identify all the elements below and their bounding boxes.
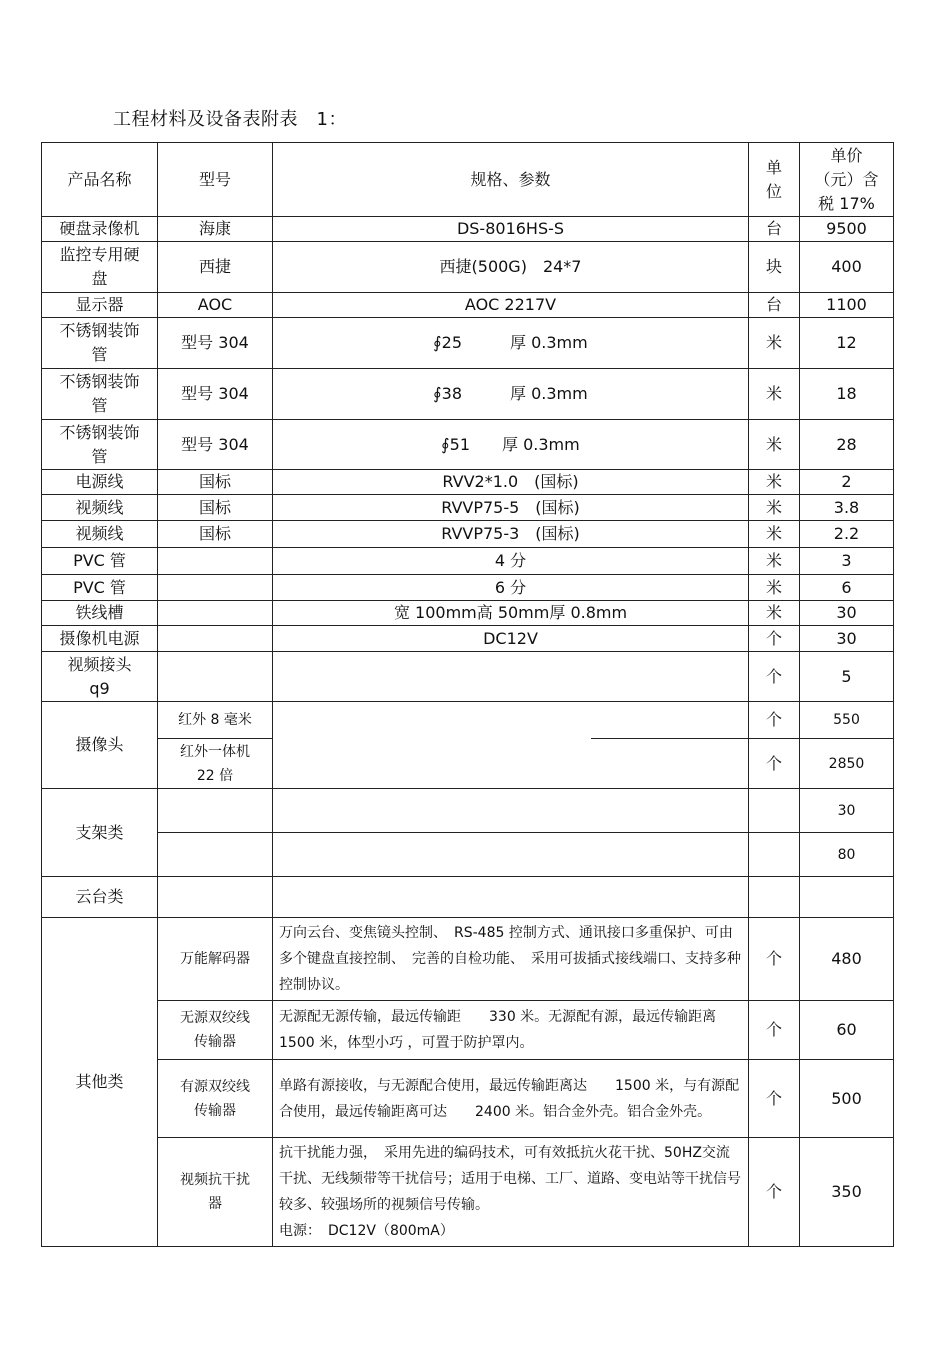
- other-model: 无源双绞线 传输器: [158, 1001, 273, 1060]
- header-spec: 规格、参数: [273, 143, 749, 217]
- ptz-category: 云台类: [42, 877, 158, 918]
- product-spec: ∮25 厚 0.3mm: [273, 318, 749, 369]
- product-price: 5: [800, 652, 894, 702]
- camera-unit: 个: [749, 702, 800, 739]
- other-model: 视频抗干扰 器: [158, 1138, 273, 1247]
- product-unit: 米: [749, 521, 800, 548]
- table-row: [42, 318, 894, 369]
- other-unit: 个: [749, 1138, 800, 1247]
- product-spec: 4 分: [273, 548, 749, 575]
- product-model: [158, 626, 273, 652]
- ptz-unit: [749, 877, 800, 918]
- other-model: 有源双绞线 传输器: [158, 1060, 273, 1138]
- other-price: 350: [800, 1138, 894, 1247]
- product-name: 硬盘录像机: [42, 217, 158, 242]
- product-spec: [273, 652, 749, 702]
- product-price: 3: [800, 548, 894, 575]
- product-name: 电源线: [42, 470, 158, 495]
- camera-price: 550: [800, 702, 894, 739]
- header-model: 型号: [158, 143, 273, 217]
- header-row: [42, 143, 894, 217]
- product-name: 视频接头 q9: [42, 652, 158, 702]
- product-model: AOC: [158, 293, 273, 318]
- product-price: 400: [800, 242, 894, 293]
- other-row-4: [42, 1138, 894, 1247]
- other-price: 500: [800, 1060, 894, 1138]
- table-row: [42, 652, 894, 702]
- product-model: 西捷: [158, 242, 273, 293]
- other-spec: 万向云台、变焦镜头控制、 RS-485 控制方式、通讯接口多重保护、可由多个键盘直接控制、 完善的自检功能、 采用可拔插式接线端口、支持多种控制协议。: [273, 918, 749, 1001]
- product-model: 型号 304: [158, 420, 273, 470]
- bracket-row-1: [42, 789, 894, 833]
- product-spec: AOC 2217V: [273, 293, 749, 318]
- table-row: [42, 548, 894, 575]
- other-row-3: [42, 1060, 894, 1138]
- product-price: 18: [800, 369, 894, 420]
- product-spec: 6 分: [273, 575, 749, 601]
- product-name: 视频线: [42, 521, 158, 548]
- bracket-unit: [749, 833, 800, 877]
- bracket-spec: [273, 789, 749, 833]
- product-name: 铁线槽: [42, 601, 158, 626]
- product-model: [158, 548, 273, 575]
- other-row-2: [42, 1001, 894, 1060]
- table-row: [42, 626, 894, 652]
- table-row: [42, 495, 894, 521]
- ptz-spec: [273, 877, 749, 918]
- table-row: [42, 369, 894, 420]
- bracket-price: 80: [800, 833, 894, 877]
- product-price: 2.2: [800, 521, 894, 548]
- product-model: [158, 652, 273, 702]
- product-unit: 米: [749, 420, 800, 470]
- page-title: 工程材料及设备表附表 1：: [113, 109, 347, 130]
- product-unit: 台: [749, 217, 800, 242]
- product-price: 3.8: [800, 495, 894, 521]
- product-unit: 米: [749, 369, 800, 420]
- product-spec: 西捷(500G) 24*7: [273, 242, 749, 293]
- bracket-category: 支架类: [42, 789, 158, 877]
- bracket-model: [158, 833, 273, 877]
- other-unit: 个: [749, 1001, 800, 1060]
- product-unit: 米: [749, 470, 800, 495]
- header-price: 单价 （元）含 税 17%: [800, 143, 894, 217]
- product-name: 不锈钢装饰 管: [42, 318, 158, 369]
- partial-divider-line: [591, 738, 748, 739]
- product-unit: 台: [749, 293, 800, 318]
- product-spec: RVVP75-5 (国标): [273, 495, 749, 521]
- product-price: 12: [800, 318, 894, 369]
- product-price: 6: [800, 575, 894, 601]
- other-price: 480: [800, 918, 894, 1001]
- product-price: 9500: [800, 217, 894, 242]
- table-row: [42, 575, 894, 601]
- other-spec: 抗干扰能力强， 采用先进的编码技术，可有效抵抗火花干扰、50HZ交流干扰、无线频带等干扰信号；适用于电梯、工厂、道路、变电站等干扰信号较多、较强场所的视频信号传输。 电源： DC12V（800mA）: [273, 1138, 749, 1247]
- other-model: 万能解码器: [158, 918, 273, 1001]
- table-row: [42, 601, 894, 626]
- product-unit: 个: [749, 626, 800, 652]
- other-unit: 个: [749, 1060, 800, 1138]
- product-name: 显示器: [42, 293, 158, 318]
- product-spec: ∮38 厚 0.3mm: [273, 369, 749, 420]
- table-row: [42, 420, 894, 470]
- camera-category: 摄像头: [42, 702, 158, 789]
- product-unit: 块: [749, 242, 800, 293]
- product-spec: DC12V: [273, 626, 749, 652]
- product-name: 不锈钢装饰 管: [42, 369, 158, 420]
- product-unit: 个: [749, 652, 800, 702]
- product-price: 2: [800, 470, 894, 495]
- product-price: 28: [800, 420, 894, 470]
- ptz-row: [42, 877, 894, 918]
- table-row: [42, 470, 894, 495]
- product-model: 国标: [158, 521, 273, 548]
- camera-price: 2850: [800, 739, 894, 789]
- product-price: 30: [800, 626, 894, 652]
- product-name: 摄像机电源: [42, 626, 158, 652]
- product-price: 1100: [800, 293, 894, 318]
- bracket-row-2: [42, 833, 894, 877]
- materials-table: [41, 142, 894, 1247]
- other-unit: 个: [749, 918, 800, 1001]
- table-row: [42, 293, 894, 318]
- camera-unit: 个: [749, 739, 800, 789]
- product-name: PVC 管: [42, 548, 158, 575]
- product-unit: 米: [749, 495, 800, 521]
- camera-spec-blank: [273, 702, 749, 789]
- other-row-1: [42, 918, 894, 1001]
- product-model: [158, 575, 273, 601]
- table-row: [42, 521, 894, 548]
- product-model: [158, 601, 273, 626]
- other-spec: 单路有源接收，与无源配合使用，最远传输距离达 1500 米，与有源配合使用，最远传输距离可达 2400 米。铝合金外壳。铝合金外壳。: [273, 1060, 749, 1138]
- header-unit: 单 位: [749, 143, 800, 217]
- product-name: PVC 管: [42, 575, 158, 601]
- product-name: 视频线: [42, 495, 158, 521]
- product-model: 国标: [158, 495, 273, 521]
- other-spec: 无源配无源传输，最远传输距 330 米。无源配有源，最远传输距离 1500 米，体型小巧 ，可置于防护罩内。: [273, 1001, 749, 1060]
- bracket-price: 30: [800, 789, 894, 833]
- product-unit: 米: [749, 575, 800, 601]
- table-row: [42, 242, 894, 293]
- product-unit: 米: [749, 318, 800, 369]
- other-price: 60: [800, 1001, 894, 1060]
- ptz-price: [800, 877, 894, 918]
- product-spec: RVVP75-3 (国标): [273, 521, 749, 548]
- bracket-spec: [273, 833, 749, 877]
- camera-row-1: [42, 702, 894, 739]
- table-row: [42, 217, 894, 242]
- product-name: 监控专用硬 盘: [42, 242, 158, 293]
- product-spec: RVV2*1.0 (国标): [273, 470, 749, 495]
- product-name: 不锈钢装饰 管: [42, 420, 158, 470]
- product-model: 型号 304: [158, 369, 273, 420]
- camera-model: 红外一体机 22 倍: [158, 739, 273, 789]
- product-unit: 米: [749, 548, 800, 575]
- product-spec: DS-8016HS-S: [273, 217, 749, 242]
- ptz-model: [158, 877, 273, 918]
- product-model: 国标: [158, 470, 273, 495]
- header-name: 产品名称: [42, 143, 158, 217]
- product-unit: 米: [749, 601, 800, 626]
- product-model: 海康: [158, 217, 273, 242]
- bracket-model: [158, 789, 273, 833]
- other-category: 其他类: [42, 918, 158, 1247]
- product-spec: ∮51 厚 0.3mm: [273, 420, 749, 470]
- bracket-unit: [749, 789, 800, 833]
- product-model: 型号 304: [158, 318, 273, 369]
- product-spec: 宽 100mm高 50mm厚 0.8mm: [273, 601, 749, 626]
- camera-model: 红外 8 毫米: [158, 702, 273, 739]
- product-price: 30: [800, 601, 894, 626]
